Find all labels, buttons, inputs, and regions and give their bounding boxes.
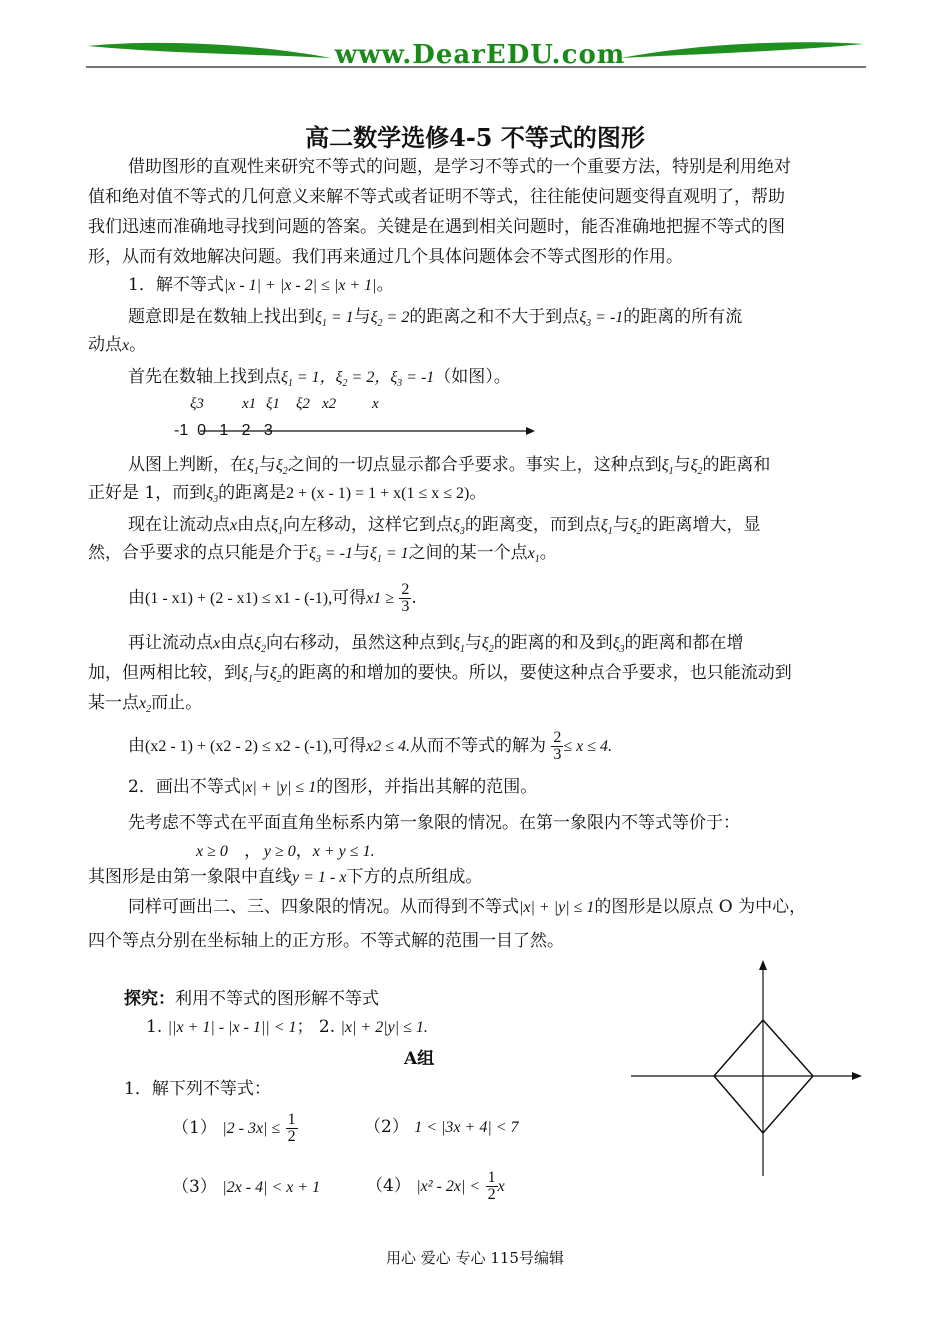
math: |2 - 3x| ≤ [222, 1120, 281, 1137]
math: (1 - x1) + (2 - x1) ≤ x1 - (-1), [145, 590, 333, 607]
text: 动点 [88, 335, 122, 355]
math: x2 ≤ 4. [366, 738, 410, 755]
text: 的距离的所有流 [623, 307, 743, 327]
y-axis-arrow-icon [759, 960, 767, 970]
math: |x| + 2|y| ≤ 1. [340, 1019, 428, 1036]
math: |x| + |y| ≤ 1 [240, 779, 317, 796]
text: ； 2. [296, 1017, 336, 1037]
math: x + y ≤ 1. [312, 843, 375, 860]
intro-line: 借助图形的直观性来研究不等式的问题，是学习不等式的一个重要方法，特别是利用绝对 [128, 157, 791, 177]
text: 向左移动，这样它到点 [282, 515, 453, 535]
text: 之间的某一个点 [408, 543, 528, 563]
text: 。 [376, 275, 394, 295]
text: 1. [146, 1017, 163, 1037]
text: 由点 [220, 633, 255, 653]
item-number: （4） [366, 1176, 411, 1196]
label-x2: x2 [322, 396, 337, 412]
text: 。 [539, 543, 557, 563]
intro-line: 值和绝对值不等式的几何意义来解不等式或者证明不等式，往往能使问题变得直观明了，帮助 [88, 187, 785, 207]
text: 的距离增大，显 [641, 515, 761, 535]
numerator: 1 [287, 1111, 296, 1128]
text: 再让流动点 [128, 633, 213, 653]
text: 的距离的和增加的要快。所以，要使这种点合乎要求，也只能流动到 [281, 663, 792, 683]
text: 由点 [237, 515, 272, 535]
math: |x² - 2x| < [416, 1178, 481, 1195]
text: 可得 [332, 588, 367, 608]
exercise-heading: 1．解下列不等式： [124, 1079, 271, 1099]
math: |2x - 4| < x + 1 [222, 1179, 321, 1196]
text: 与 [353, 307, 371, 327]
text: 的距离变，而到点 [464, 515, 601, 535]
fraction [486, 1170, 498, 1203]
text: 下方的点所组成。 [346, 867, 483, 887]
problem-1 [128, 270, 864, 301]
x-axis-arrow-icon [852, 1072, 862, 1080]
numerator: 2 [401, 581, 410, 598]
text: 的距离和 [702, 455, 771, 475]
text: 的图形，并指出其解的范围。 [316, 777, 538, 797]
paragraph-7c: 某一点$x_2$而止。 [88, 693, 203, 716]
paragraph-12 [88, 862, 864, 893]
paragraph-7b: 加，但两相比较，到$\xi_1$与$\xi_2$的距离的和增加的要快。所以，要使这种点合乎要求，也只能流动到 [88, 663, 792, 686]
explore-label: 探究： [124, 989, 175, 1009]
text: 向右移动，虽然这种点到 [265, 633, 453, 653]
item-number: （3） [172, 1177, 217, 1197]
math: ≤ x ≤ 4. [563, 738, 613, 755]
text: 的距离之和不大于到点 [409, 307, 580, 327]
problem-2 [128, 772, 864, 803]
diamond-graph-figure [628, 958, 868, 1180]
text: 由 [128, 588, 145, 608]
paragraph-13a [128, 892, 864, 923]
intro-line: 我们迅速而准确地寻找到问题的答案。关键是在遇到相关问题时，能否准确地把握不等式的图 [88, 217, 785, 237]
number-line-arrow-icon [200, 424, 536, 438]
fraction [551, 730, 563, 763]
text: 之间的一切点显示都合乎要求。事实上，这种点到 [287, 455, 662, 475]
paragraph-4a: 从图上判断，在$\xi_1$与$\xi_2$之间的一切点显示都合乎要求。事实上，这种点到$\xi_1$与$\xi_2$的距离和 [128, 455, 771, 478]
math: $\xi_1$ [661, 457, 674, 478]
label-xi1: ξ1 [266, 396, 280, 412]
math: $\xi_1 = 1$，$\xi_2 = 2$，$\xi_3 = -1$ [281, 369, 435, 390]
text: 而止。 [151, 693, 203, 713]
text: 现在让流动点 [128, 515, 230, 535]
item-number: （2） [364, 1117, 409, 1137]
paragraph-8 [128, 728, 864, 765]
fraction [399, 582, 411, 615]
site-logo: www.DearEDU.com [334, 40, 626, 70]
math: x [497, 1178, 505, 1195]
text: 由 [128, 736, 145, 756]
text: 题意即是在数轴上找出到 [128, 307, 315, 327]
math: 2 + (x - 1) = 1 + x(1 ≤ x ≤ 2) [286, 485, 470, 502]
group-heading: A组 [404, 1049, 435, 1069]
text: 的图形是以原点 O 为中心， [594, 897, 807, 917]
text: 的距离和都在增 [624, 633, 744, 653]
denominator: 3 [553, 746, 562, 763]
math: y ≥ 0 [263, 843, 296, 860]
label-x: x [372, 396, 379, 412]
text: 然，合乎要求的点只能是介于 [88, 543, 309, 563]
math: y = 1 - x [292, 869, 347, 886]
paragraph-7a: 再让流动点x由点$\xi_2$向右移动，虽然这种点到$\xi_1$与$\xi_2$的距离的和及到$\xi_3$的距离和都在增 [128, 633, 744, 656]
text: 。 [129, 335, 147, 355]
fraction [286, 1112, 298, 1145]
paragraph-13b: 四个等点分别在坐标轴上的正方形。不等式解的范围一目了然。 [88, 931, 564, 951]
numerator: 1 [487, 1169, 496, 1186]
tick-labels: -1 0 1 2 3 [174, 422, 273, 439]
text: 。 [469, 483, 487, 503]
text: 某一点 [88, 693, 139, 713]
intro-line: 形，从而有效地解决问题。我们再来通过几个具体问题体会不等式图形的作用。 [88, 247, 683, 267]
text: 其图形是由第一象限中直线 [88, 867, 292, 887]
text: 的距离是 [218, 483, 287, 503]
math: $\xi_2$ [690, 457, 703, 478]
item-number: （1） [172, 1118, 217, 1138]
text: 正好是 1，而到 [88, 483, 207, 503]
math: $\xi_3 = -1$ [579, 309, 624, 330]
math: $\xi_3$ [206, 485, 219, 506]
math: ||x + 1| - |x - 1|| < 1 [167, 1019, 297, 1036]
page-footer: 用心 爱心 专心 115号编辑 [386, 1249, 564, 1267]
paragraph-5b: 然，合乎要求的点只能是介于$\xi_3 = -1$与$\xi_1 = 1$之间的某一个点$x_1$。 [88, 543, 557, 566]
text: 同样可画出二、三、四象限的情况。从而得到不等式 [128, 897, 519, 917]
text: 从而不等式的解为 [409, 736, 546, 756]
inequality: |x - 1| + |x - 2| ≤ |x + 1| [223, 277, 377, 294]
math: 1 < |3x + 4| < 7 [414, 1119, 519, 1136]
denominator: 2 [487, 1186, 496, 1203]
problem-label: 1．解不等式 [128, 275, 224, 295]
math: |x| + |y| ≤ 1 [519, 899, 595, 916]
paragraph-6: 由(1 - x1) + (2 - x1) ≤ x1 - (-1),可得x1 ≥ $\frac{2}{3}$ . [128, 581, 417, 615]
text: 利用不等式的图形解不等式 [175, 989, 379, 1009]
text: 2．画出不等式 [128, 777, 241, 797]
math: x [122, 337, 130, 354]
math: $\xi_2 = 2$ [370, 309, 410, 330]
denominator: 3 [401, 598, 410, 615]
text: 的距离的和及到 [493, 633, 613, 653]
math: $\xi_2$ [275, 457, 288, 478]
math: $\xi_1 = 1$ [315, 309, 354, 330]
label-xi3: ξ3 [190, 396, 204, 412]
paragraph-5a: 现在让流动点x由点$\xi_1$向左移动，这样它到点$\xi_3$的距离变，而到点$\xi_1$与$\xi_2$的距离增大，显 [128, 515, 761, 538]
math: x ≥ 0 [196, 843, 228, 860]
text: 从图上判断，在 [128, 455, 247, 475]
denominator: 2 [287, 1128, 296, 1145]
paragraph-3 [128, 362, 864, 399]
numerator: 2 [553, 729, 562, 746]
math: (x2 - 1) + (x2 - 2) ≤ x2 - (-1), [145, 738, 333, 755]
paragraph-2b [88, 330, 864, 361]
text: 加，但两相比较，到 [88, 663, 241, 683]
label-xi2: ξ2 [296, 396, 310, 412]
paragraph-11: x ≥ 0 ， y ≥ 0，x + y ≤ 1. [196, 841, 375, 861]
page-title: 高二数学选修4-5 不等式的图形 [305, 123, 645, 152]
label-x1: x1 [242, 396, 257, 412]
paragraph-10: 先考虑不等式在平面直角坐标系内第一象限的情况。在第一象限内不等式等价于： [128, 813, 740, 833]
math: $\xi_1$ [247, 457, 259, 478]
text: （如图）。 [434, 367, 511, 387]
math: x1 ≥ [366, 590, 394, 607]
text: 可得 [332, 736, 367, 756]
text: 首先在数轴上找到点 [128, 367, 281, 387]
